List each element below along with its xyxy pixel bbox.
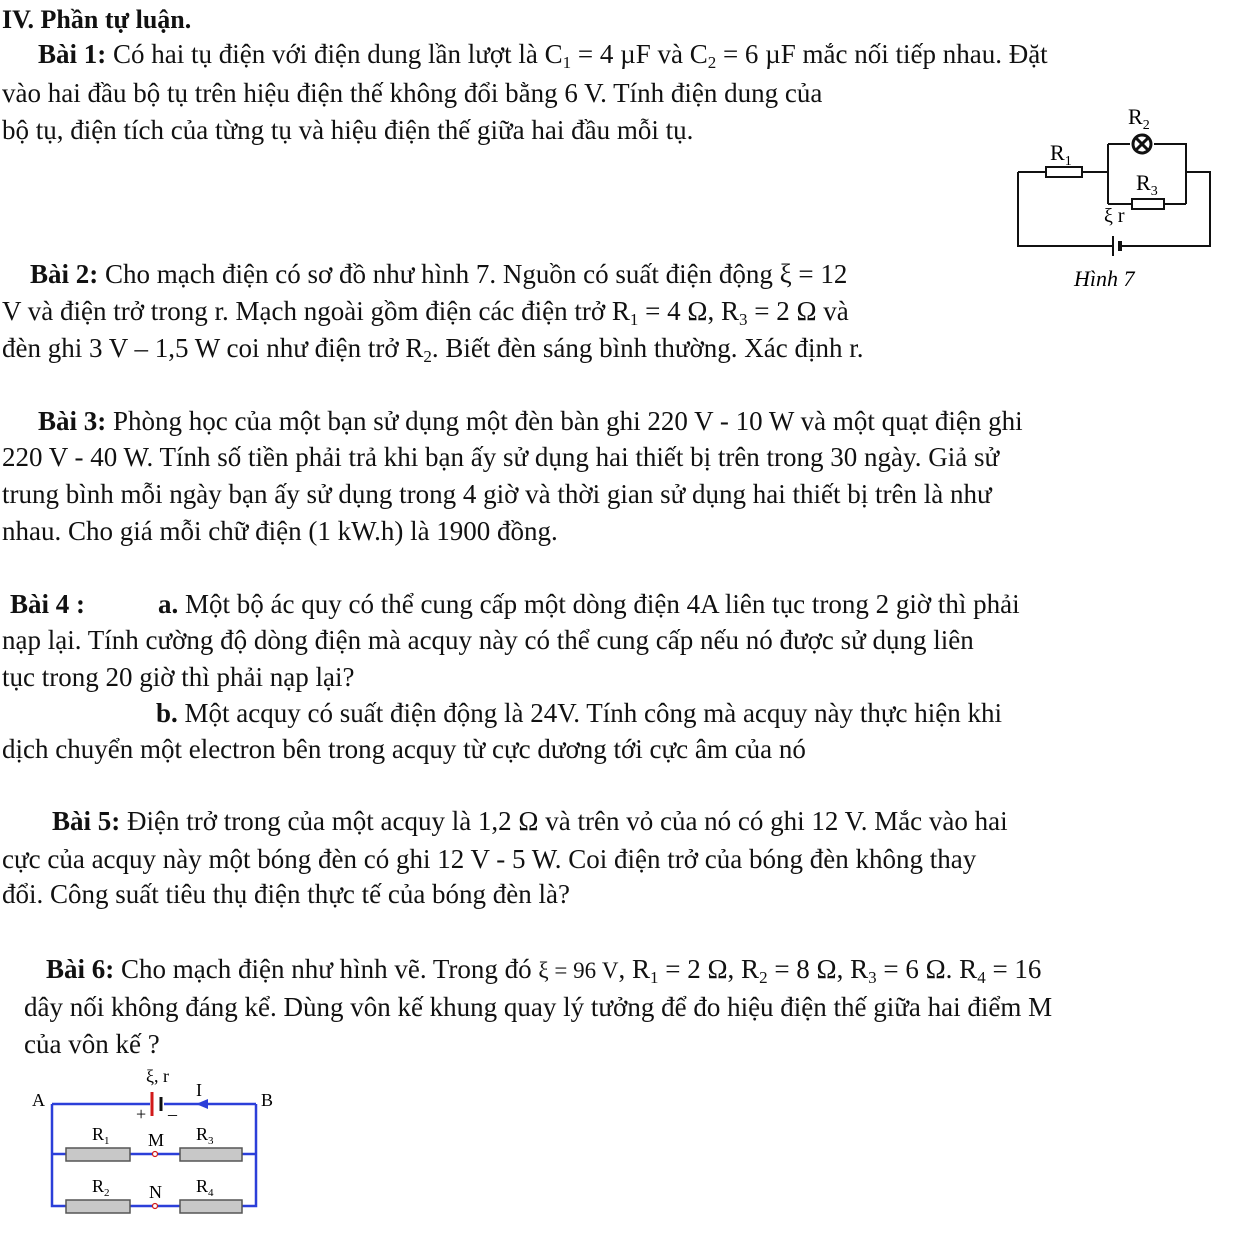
bai6-label: Bài 6:	[46, 954, 115, 984]
fig7-lamp-icon	[1133, 135, 1151, 153]
bai6-text: = 6 Ω. R	[876, 954, 978, 984]
bai4-b-label: b.	[156, 698, 178, 728]
fig7-r3-label: $R_3$	[1136, 170, 1158, 199]
fig6-label-m: M	[148, 1130, 165, 1150]
bai3-text: Phòng học của một bạn sử dụng một đèn bàn ghi 220 V - 10 W và một quạt điện ghi	[106, 406, 1023, 436]
fig6-r4-resistor	[180, 1200, 242, 1213]
fig6-node-m	[153, 1152, 158, 1157]
bai2-text: Cho mạch điện có sơ đồ như hình 7. Nguồn có suất điện động ξ = 12	[98, 259, 848, 289]
bai2-text: = 2 Ω và	[747, 296, 849, 326]
subscript: 4	[977, 968, 986, 987]
bai5-line-3: đổi. Công suất tiêu thụ điện thực tế của bóng đèn là?	[2, 879, 571, 909]
bai2-text: = 4 Ω, R	[638, 296, 739, 326]
bai6-line-1	[46, 952, 1041, 988]
section-heading: IV. Phần tự luận.	[2, 5, 192, 34]
subscript: 1	[650, 968, 659, 987]
fig6-r1-resistor	[66, 1148, 130, 1161]
bai4-line-2: nạp lại. Tính cường độ dòng điện mà acquy này có thể cung cấp nếu nó được sử dụng liên	[2, 625, 974, 655]
subscript: 2	[759, 968, 768, 987]
fig6-label-n: N	[149, 1182, 162, 1202]
bai2-line-3	[2, 331, 864, 365]
bai4-line-3: tục trong 20 giờ thì phải nạp lại?	[2, 662, 355, 692]
fig6-r4-label: $R_4$	[196, 1176, 214, 1199]
bai1-line-3: bộ tụ, điện tích của từng tụ và hiệu điện thế giữa hai đầu mỗi tụ.	[2, 115, 694, 145]
bai6-text: = 2 Ω, R	[658, 954, 760, 984]
bai1-text: = 6 µF mắc nối tiếp nhau. Đặt	[716, 39, 1048, 69]
bai1-line-2: vào hai đầu bộ tụ trên hiệu điện thế không đổi bằng 6 V. Tính điện dung của	[2, 78, 823, 108]
bai4-label: Bài 4 :	[10, 589, 86, 619]
bai5-line-2: cực của acquy này một bóng đèn có ghi 12 V - 5 W. Coi điện trở của bóng đèn không thay	[2, 844, 977, 874]
bai3-line-4: nhau. Cho giá mỗi chữ điện (1 kW.h) là 1900 đồng.	[2, 516, 558, 546]
bai5-line-1	[52, 804, 1008, 838]
bai6-text: = 16	[985, 954, 1042, 984]
bai1-text: = 4 µF và C	[571, 39, 708, 69]
bai4-line-4	[156, 696, 1002, 730]
bai2-text: V và điện trở trong r. Mạch ngoài gồm điện các điện trở R	[2, 296, 630, 326]
subscript: 1	[562, 53, 572, 72]
fig6-battery-icon	[152, 1092, 161, 1116]
bai2-line-2	[2, 294, 849, 328]
fig7-r2-label: $R_2$	[1128, 104, 1150, 133]
bai3-label: Bài 3:	[38, 406, 107, 436]
fig7-r1-label: $R_1$	[1050, 140, 1072, 169]
subscript: 2	[707, 53, 717, 72]
bai6-text: Cho mạch điện như hình vẽ. Trong đó	[114, 954, 539, 984]
fig6-label-i: I	[196, 1080, 202, 1100]
fig6-node-n	[153, 1204, 158, 1209]
bai4-line-5: dịch chuyển một electron bên trong acquy từ cực dương tới cực âm của nó	[2, 734, 806, 764]
fig6-r3-label: $R_3$	[196, 1124, 214, 1147]
fig6-r1-label: $R_1$	[92, 1124, 110, 1147]
bai6-emf: ξ = 96 V	[538, 958, 619, 983]
subscript: 1	[629, 310, 639, 329]
fig6-r3-resistor	[180, 1148, 242, 1161]
bai4-a-label: a.	[158, 589, 179, 619]
fig7-source-label: ξ r	[1104, 205, 1125, 227]
bai4-text: Một bộ ác quy có thể cung cấp một dòng điện 4A liên tục trong 2 giờ thì phải	[178, 589, 1020, 619]
bai1-label: Bài 1:	[38, 39, 107, 69]
fig6-label-b: B	[261, 1090, 274, 1110]
bai3-line-1	[38, 404, 1023, 438]
bai4-line-1	[10, 587, 85, 621]
circuit-figure-bai6	[30, 1062, 280, 1222]
bai6-text: , R	[618, 954, 651, 984]
fig7-wires	[1018, 144, 1210, 246]
fig6-r2-resistor	[66, 1200, 130, 1213]
fig7-caption: Hình 7	[1074, 266, 1135, 291]
bai3-line-3: trung bình mỗi ngày bạn ấy sử dụng trong 4 giờ và thời gian sử dụng hai thiết bị trên là như	[2, 479, 992, 509]
fig7-battery-icon	[1108, 236, 1126, 256]
bai2-text: . Biết đèn sáng bình thường. Xác định r.	[431, 333, 864, 363]
bai3-line-2: 220 V - 40 W. Tính số tiền phải trả khi bạn ấy sử dụng hai thiết bị trên trong 30 ngày. Giả sử	[2, 442, 1000, 472]
fig7-r3-resistor	[1132, 199, 1164, 209]
fig6-minus-sign: –	[168, 1104, 177, 1124]
bai2-label: Bài 2:	[30, 259, 99, 289]
subscript: 3	[868, 968, 877, 987]
subscript: 2	[423, 347, 432, 366]
bai1-text: Có hai tụ điện với điện dung lần lượt là C	[106, 39, 563, 69]
bai6-text: = 8 Ω, R	[767, 954, 869, 984]
bai1-line-1	[38, 37, 1048, 71]
bai5-text: Điện trở trong của một acquy là 1,2 Ω và trên vỏ của nó có ghi 12 V. Mắc vào hai	[120, 806, 1008, 836]
bai4-line-1b	[158, 587, 1020, 621]
bai5-label: Bài 5:	[52, 806, 121, 836]
bai6-line-2: dây nối không đáng kể. Dùng vôn kế khung quay lý tưởng để đo hiệu điện thế giữa hai điểm M	[24, 992, 1053, 1022]
fig6-r2-label: $R_2$	[92, 1176, 110, 1199]
fig6-label-a: A	[32, 1090, 45, 1110]
subscript: 3	[738, 310, 748, 329]
fig6-current-arrow-icon	[196, 1099, 208, 1109]
bai6-line-3: của vôn kế ?	[24, 1029, 160, 1059]
fig6-source-label: ξ, r	[146, 1066, 170, 1086]
bai2-text: đèn ghi 3 V – 1,5 W coi như điện trở R	[2, 333, 424, 363]
bai2-line-1	[30, 257, 847, 291]
circuit-figure-7	[1010, 98, 1220, 293]
fig6-plus-sign: +	[136, 1104, 147, 1124]
bai4-text: Một acquy có suất điện động là 24V. Tính công mà acquy này thực hiện khi	[177, 698, 1003, 728]
